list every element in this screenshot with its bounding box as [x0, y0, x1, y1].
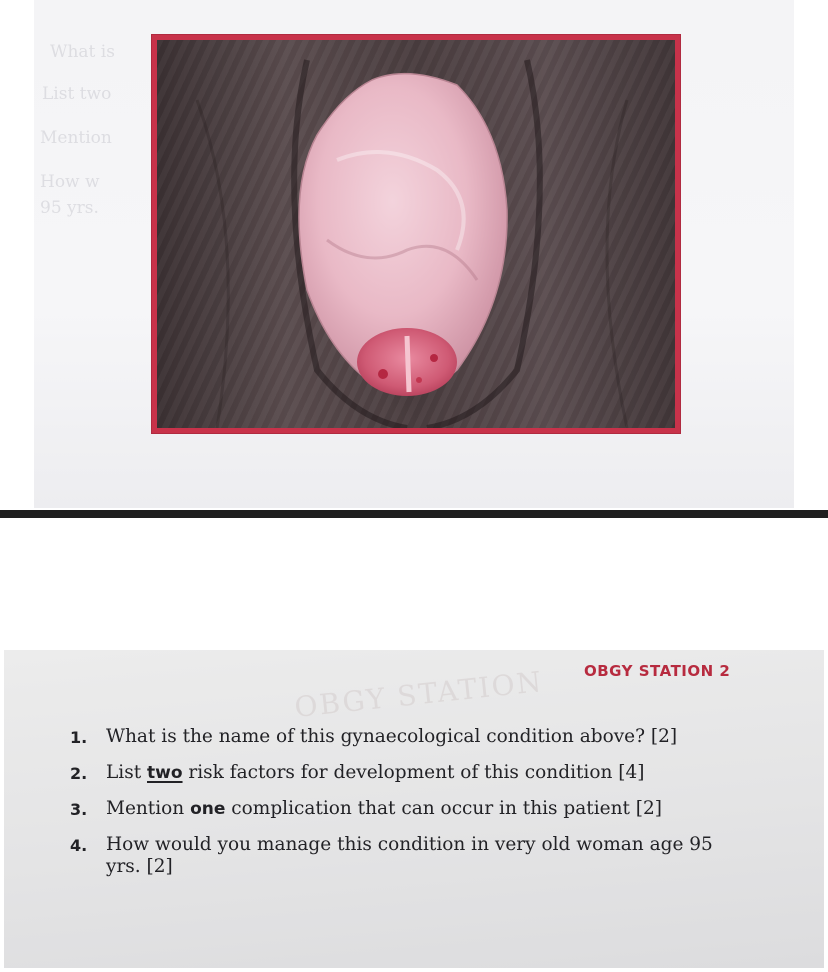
question-number: 4. — [70, 836, 88, 855]
question-text: Mention one complication that can occur in this patient [2] — [106, 798, 663, 819]
prolapse-image — [157, 40, 675, 428]
clinical-photo — [157, 40, 675, 428]
show-through-text: How w — [40, 172, 100, 192]
question-item — [70, 762, 770, 785]
emphasis-word: one — [190, 799, 226, 819]
question-item — [70, 726, 770, 749]
question-text: How would you manage this condition in very old woman age 95 yrs. [2] — [106, 834, 713, 877]
clinical-photo-frame — [152, 35, 680, 433]
question-number: 1. — [70, 728, 88, 747]
question-number: 2. — [70, 764, 88, 783]
show-through-text: Mention — [40, 128, 112, 148]
question-item — [70, 834, 770, 878]
show-through-watermark: OBGY STATION — [292, 665, 545, 724]
emphasis-word: two — [147, 763, 183, 783]
station-title: OBGY STATION 2 — [584, 662, 731, 680]
page-divider — [0, 510, 828, 518]
question-sheet — [4, 650, 824, 968]
show-through-text: 95 yrs. — [40, 198, 99, 218]
question-number: 3. — [70, 800, 88, 819]
show-through-text: List two — [42, 84, 112, 104]
question-item — [70, 798, 770, 821]
question-list — [70, 726, 770, 891]
bottom-page — [0, 518, 828, 972]
question-text: List two risk factors for development of this condition [4] — [106, 762, 645, 783]
question-text: What is the name of this gynaecological condition above? [2] — [106, 726, 678, 747]
show-through-text: What is — [50, 42, 115, 62]
